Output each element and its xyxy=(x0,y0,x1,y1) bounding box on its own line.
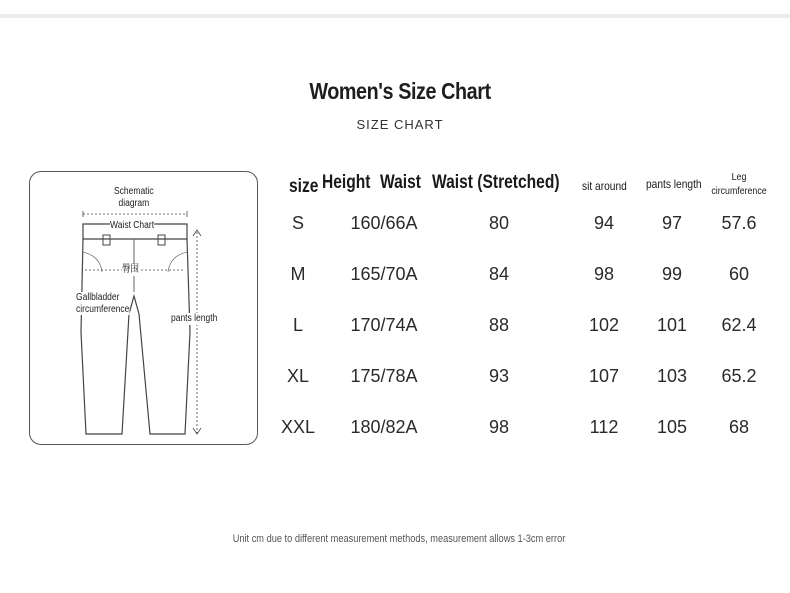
cell-sit-around: 102 xyxy=(588,315,620,335)
measurement-footnote: Unit cm due to different measurement methods, measurement allows 1-3cm error xyxy=(232,533,566,545)
cell-waist: 98 xyxy=(488,417,510,437)
header-size: size xyxy=(289,176,319,197)
schematic-diagram-label: Schematic diagram xyxy=(114,186,154,209)
cell-leg: 65.2 xyxy=(721,366,757,386)
header-leg-circumference: Leg circumference xyxy=(711,172,767,197)
table-row xyxy=(0,264,790,294)
cell-waist: 88 xyxy=(488,315,510,335)
page-subtitle: SIZE CHART xyxy=(356,117,444,132)
cell-leg: 60 xyxy=(728,264,750,284)
cell-height: 160/66A xyxy=(350,213,418,233)
table-row xyxy=(0,366,790,396)
cell-size: M xyxy=(290,264,306,284)
gallbladder-circumference-label: Gallbladder circumference xyxy=(76,292,130,315)
header-height: Height xyxy=(322,172,371,193)
header-sit-around: sit around xyxy=(582,179,627,193)
cell-pants-length: 105 xyxy=(656,417,688,437)
table-row xyxy=(0,417,790,447)
cell-sit-around: 98 xyxy=(593,264,615,284)
cell-sit-around: 94 xyxy=(593,213,615,233)
pants-length-label: pants length xyxy=(171,313,218,324)
cell-waist: 80 xyxy=(488,213,510,233)
cell-sit-around: 112 xyxy=(589,417,619,437)
header-waist: Waist xyxy=(380,172,421,193)
cell-waist: 93 xyxy=(488,366,510,386)
cell-pants-length: 99 xyxy=(661,264,683,284)
cell-size: L xyxy=(292,315,303,335)
cell-waist: 84 xyxy=(488,264,510,284)
header-waist-stretched: Waist (Stretched) xyxy=(432,172,560,193)
table-row xyxy=(0,213,790,243)
cell-pants-length: 101 xyxy=(656,315,688,335)
cell-height: 165/70A xyxy=(350,264,418,284)
cell-leg: 57.6 xyxy=(721,213,757,233)
cell-leg: 68 xyxy=(728,417,750,437)
cell-height: 175/78A xyxy=(350,366,418,386)
cell-pants-length: 97 xyxy=(661,213,683,233)
hip-label: 臀围 xyxy=(122,264,139,275)
page-title: Women's Size Chart xyxy=(309,78,491,104)
cell-height: 180/82A xyxy=(350,417,418,437)
cell-size: XXL xyxy=(280,417,316,437)
cell-size: S xyxy=(291,213,304,233)
header-pants-length: pants length xyxy=(646,177,702,191)
cell-pants-length: 103 xyxy=(656,366,688,386)
table-row xyxy=(0,315,790,345)
cell-sit-around: 107 xyxy=(588,366,620,386)
cell-leg: 62.4 xyxy=(721,315,757,335)
waist-chart-label: Waist Chart xyxy=(110,220,155,231)
cell-size: XL xyxy=(286,366,310,386)
cell-height: 170/74A xyxy=(350,315,418,335)
top-divider xyxy=(0,14,790,18)
